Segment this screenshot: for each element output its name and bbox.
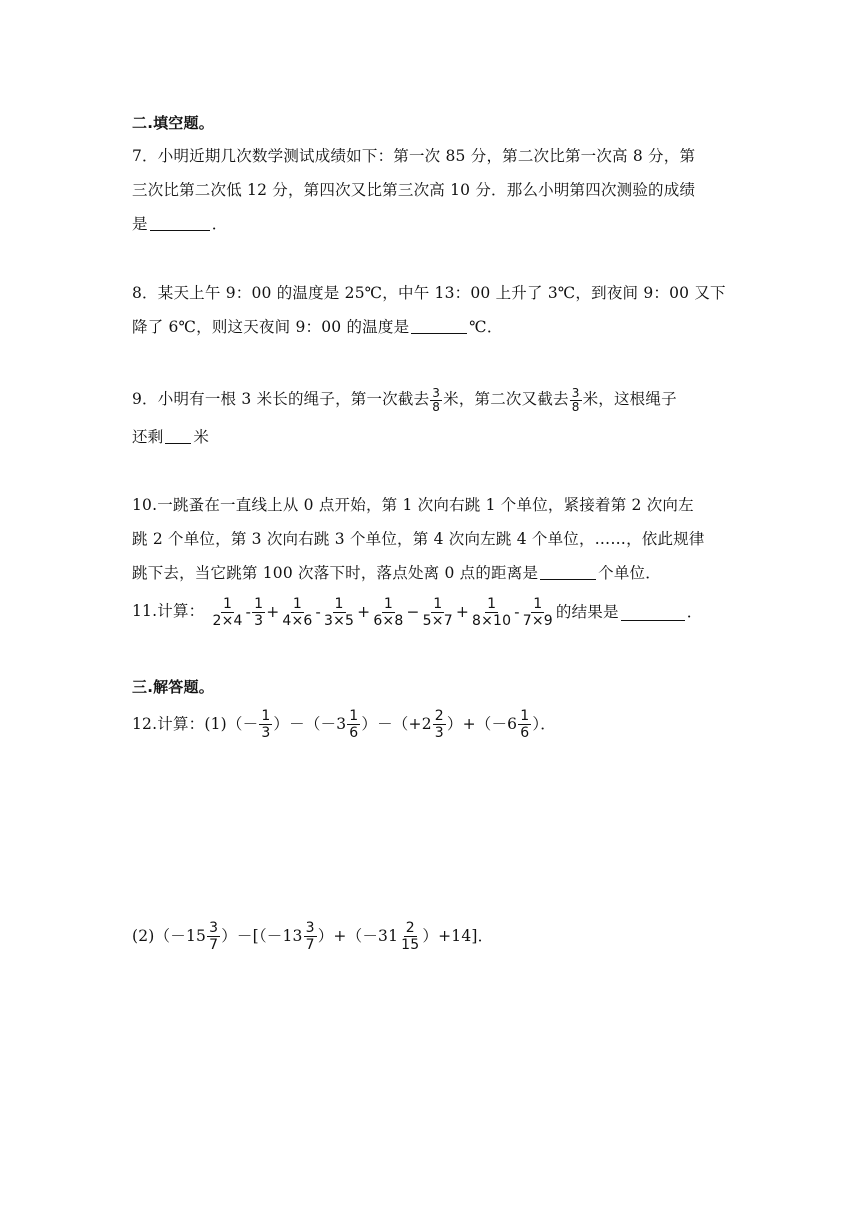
q11-op-2: +	[266, 603, 280, 621]
q11-fraction-1: $\frac{1}{2\times 4}$	[212, 595, 243, 629]
q8-line-1: 8．某天上午 9：00 的温度是 25℃，中午 13：00 上升了 3℃，到夜间 9：00 又下	[132, 284, 726, 302]
q11-fraction-6: $\frac{1}{5\times 7}$	[422, 595, 453, 629]
q12-text-1: 12.计算：(1)（－	[132, 715, 259, 733]
q12b-text-1: (2)（－15	[132, 927, 207, 945]
q9-line-1	[132, 384, 677, 414]
q9-fraction-1: $\frac{3}{8}$	[432, 385, 441, 414]
q10-end: 个单位．	[598, 564, 661, 582]
q9-seg-1: 9．小明有一根 3 米长的绳子，第一次截去	[132, 390, 430, 408]
q11-text: 11.计算：	[132, 602, 205, 620]
q9-end: 米	[193, 428, 210, 446]
q11-op-7: -	[514, 603, 520, 621]
q9-line-2	[132, 426, 209, 448]
q11-op-1: -	[245, 603, 252, 621]
q12-part-2	[132, 916, 493, 955]
q9-text: 还剩	[132, 428, 164, 446]
q11-op-4: +	[357, 603, 371, 621]
q9-seg-2: 米，第二次又截去	[443, 390, 569, 408]
q12-fraction-1: $\frac{1}{3}$	[261, 707, 271, 741]
q12-text-2: ）－（－3	[273, 715, 347, 733]
q8-line-2	[132, 316, 503, 338]
q7-end: ．	[211, 215, 228, 233]
q10-line-2: 跳 2 个单位，第 3 次向右跳 3 个单位，第 4 次向左跳 4 个单位，……，依此规律	[132, 530, 705, 548]
q11-fraction-8: $\frac{1}{7\times 9}$	[522, 595, 553, 629]
q11-op-3: -	[315, 603, 321, 621]
section-2-heading: 二.填空题。	[132, 114, 214, 132]
q12-fraction-4: $\frac{1}{6}$	[520, 707, 530, 741]
q11-line	[132, 592, 702, 631]
q11-text-end: 的结果是	[555, 603, 619, 621]
q7-line-1: 7．小明近期几次数学测试成绩如下：第一次 85 分，第二次比第一次高 8 分，第	[132, 147, 696, 165]
q11-fraction-3: $\frac{1}{4\times 6}$	[282, 595, 313, 629]
q12b-fraction-1: $\frac{3}{7}$	[209, 919, 219, 953]
q12-text-3: ）－（+2	[361, 715, 432, 733]
q12-text-5: ）．	[532, 715, 556, 733]
q11-fraction-4: $\frac{1}{3\times 5}$	[323, 595, 355, 629]
q8-answer-blank[interactable]	[411, 317, 467, 334]
q12b-text-2: ）－[（－13	[221, 927, 303, 945]
q7-text: 是	[132, 215, 148, 233]
q7-line-3	[132, 213, 227, 235]
q7-line-2: 三次比第二次低 12 分，第四次又比第三次高 10 分．那么小明第四次测验的成绩	[132, 181, 696, 199]
q7-answer-blank[interactable]	[150, 214, 210, 231]
q12b-text-3: ）+（－31	[317, 927, 399, 945]
q11-answer-blank[interactable]	[621, 604, 685, 621]
q8-text: 降了 6℃，则这天夜间 9：00 的温度是	[132, 318, 410, 336]
q9-seg-3: 米，这根绳子	[582, 390, 677, 408]
q11-end: ．	[686, 603, 703, 621]
q12-fraction-3: $\frac{2}{3}$	[434, 707, 444, 741]
q10-answer-blank[interactable]	[540, 563, 596, 580]
q11-fraction-2: $\frac{1}{3}$	[254, 595, 264, 629]
q11-fraction-7: $\frac{1}{8\times 10}$	[472, 595, 512, 629]
q12-text-4: ）+（－6	[446, 715, 518, 733]
q12b-fraction-3: $\frac{2}{15}$	[401, 919, 420, 953]
q9-answer-blank[interactable]	[165, 427, 191, 444]
q12-part-1	[132, 704, 556, 743]
q10-line-3	[132, 562, 661, 584]
q9-fraction-2: $\frac{3}{8}$	[571, 385, 580, 414]
q10-line-1: 10.一跳蚤在一直线上从 0 点开始，第 1 次向右跳 1 个单位，紧接着第 2 次向左	[132, 496, 694, 514]
q10-text: 跳下去，当它跳第 100 次落下时，落点处离 0 点的距离是	[132, 564, 539, 582]
q11-op-5: −	[406, 603, 420, 621]
q12b-fraction-2: $\frac{3}{7}$	[305, 919, 315, 953]
q12-fraction-2: $\frac{1}{6}$	[349, 707, 359, 741]
section-3-heading: 三.解答题。	[132, 678, 214, 696]
q11-op-6: +	[455, 603, 470, 621]
q8-end: ℃．	[469, 318, 503, 336]
q11-fraction-5: $\frac{1}{6\times 8}$	[373, 595, 404, 629]
q12b-text-4: ）+14]．	[422, 927, 494, 945]
